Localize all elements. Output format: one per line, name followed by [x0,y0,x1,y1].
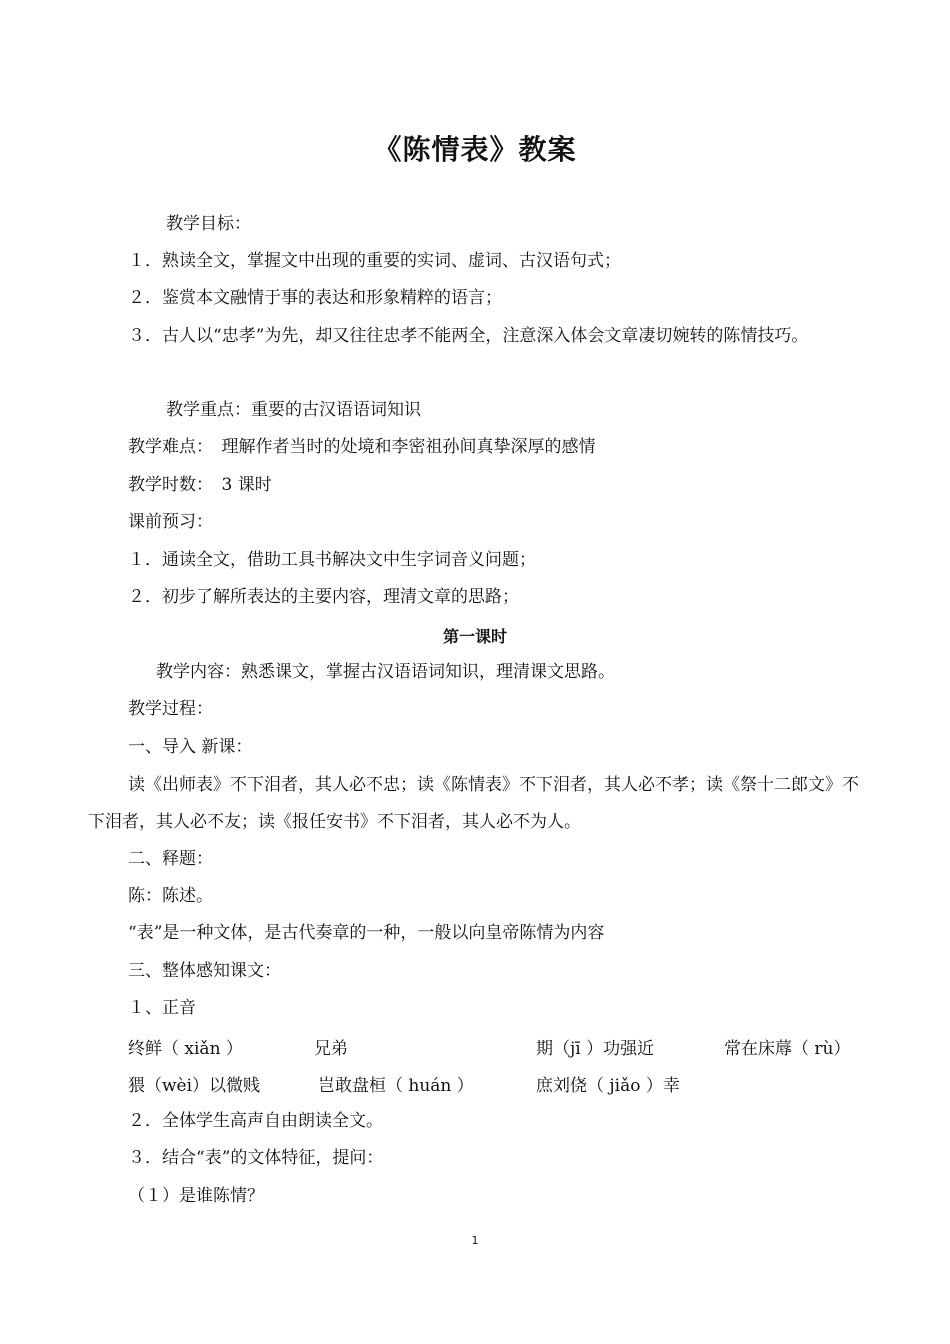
goal-item: ３．古人以“忠孝”为先，却又往往忠孝不能两全，注意深入体会文章凄切婉转的陈情技巧。 [128,326,809,346]
pronunciation-item: 兄弟 [314,1039,348,1059]
pronunciation-item: 终鲜（ xiǎn ） [128,1039,243,1059]
intro-text: 读《出师表》不下泪者，其人必不忠；读《陈情表》不下泪者，其人必不孝；读《祭十二郎文》不下泪者，其人必不友；读《报任安书》不下泪者，其人必不为人。 [88,775,859,832]
goal-item: ２．鉴赏本文融情于事的表达和形象精粹的语言； [128,288,502,308]
document-title: 《陈情表》教案 [373,133,577,166]
difficulty: 教学难点： 理解作者当时的处境和李密祖孙间真挚深厚的感情 [128,437,596,457]
goals-label: 教学目标： [166,214,251,234]
question-one: （１）是谁陈情？ [128,1186,264,1206]
hours: 教学时数： 3 课时 [128,475,272,495]
intro-label: 一、导入 新课： [128,737,253,757]
explain-chen: 陈：陈述。 [128,886,213,906]
pronunciation-item: 常在床蓐（ rù） [724,1039,851,1059]
step-three: ３．结合“表”的文体特征，提问： [128,1148,384,1168]
explain-biao: “表”是一种文体，是古代奏章的一种，一般以向皇帝陈情为内容 [128,923,605,943]
page-number: 1 [471,1234,479,1247]
pronunciation-item: 庶刘侥（ jiǎo ）幸 [536,1076,680,1096]
pronunciation-item: 猥（wèi）以微贱 [128,1076,261,1096]
pronunciation-item: 岂敢盘桓（ huán ） [318,1076,474,1096]
pronunciation-label: １、正音 [128,998,196,1018]
process-label: 教学过程： [128,699,213,719]
overview-label: 三、整体感知课文： [128,961,281,981]
key-point: 教学重点：重要的古汉语语词知识 [166,400,421,420]
preview-label: 课前预习： [128,512,213,532]
preview-item: １．通读全文，借助工具书解决文中生字词音义问题； [128,550,536,570]
step-two: ２．全体学生高声自由朗读全文。 [128,1111,383,1131]
explain-label: 二、释题： [128,849,213,869]
lesson-content: 教学内容：熟悉课文，掌握古汉语语词知识，理清课文思路。 [156,662,615,682]
goal-item: １．熟读全文，掌握文中出现的重要的实词、虚词、古汉语句式； [128,251,621,271]
preview-item: ２．初步了解所表达的主要内容，理清文章的思路； [128,587,519,607]
lesson-heading: 第一课时 [442,627,507,646]
pronunciation-item: 期（jī ）功强近 [536,1039,655,1059]
